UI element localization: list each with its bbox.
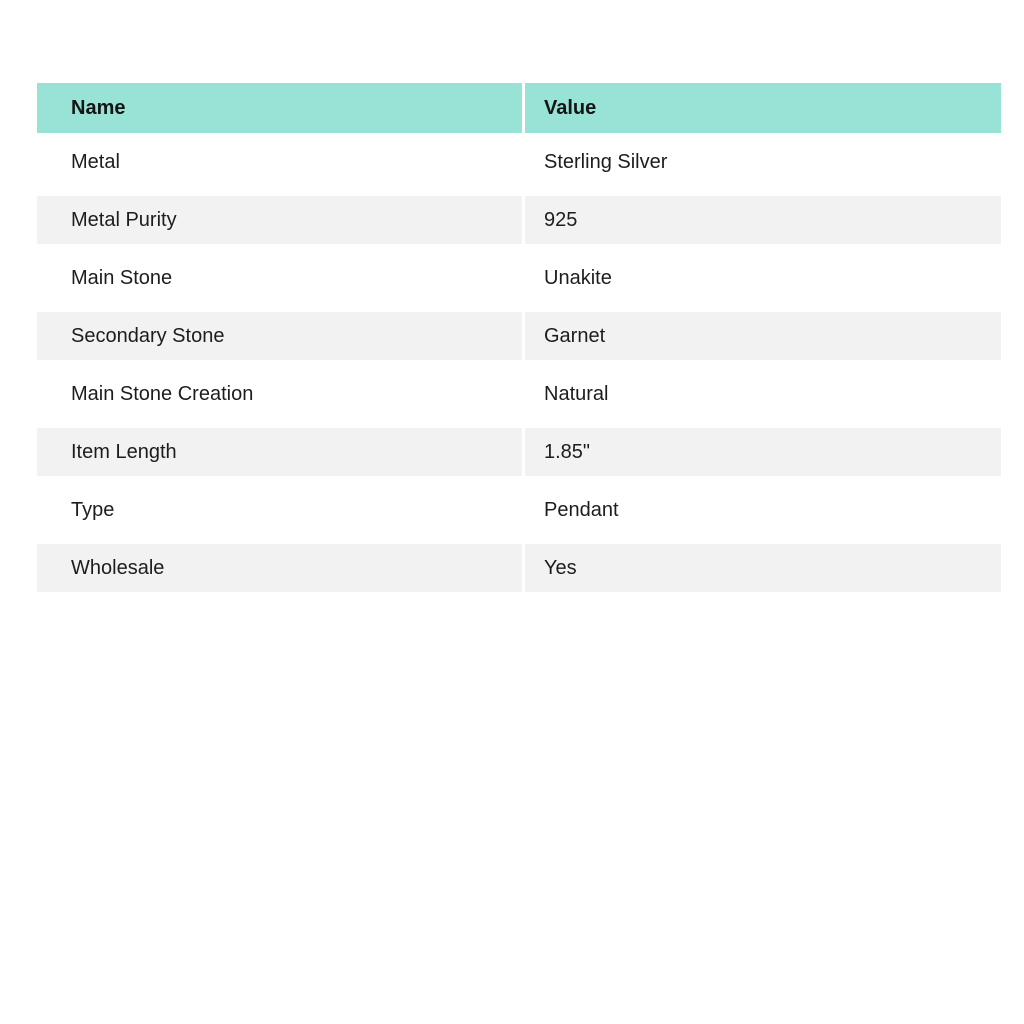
table-row (37, 365, 1001, 423)
table-row (37, 307, 1001, 365)
item-specifics-table (37, 83, 1001, 597)
row-name-cell: Main Stone Creation (71, 382, 254, 405)
row-value-cell: Pendant (544, 498, 619, 521)
row-value-cell: Yes (525, 544, 1001, 592)
table-row (37, 133, 1001, 191)
row-value-cell: 1.85" (525, 428, 1001, 476)
row-value-cell: Sterling Silver (544, 150, 668, 173)
row-name-cell: Secondary Stone (37, 312, 522, 360)
row-value-cell: 925 (525, 196, 1001, 244)
table-row (37, 249, 1001, 307)
table-row (37, 423, 1001, 481)
row-name-cell: Wholesale (37, 544, 522, 592)
row-name-cell: Item Length (37, 428, 522, 476)
row-name-cell: Metal Purity (37, 196, 522, 244)
table-body (37, 133, 1001, 597)
table-row (37, 539, 1001, 597)
row-name-cell: Type (71, 498, 115, 521)
row-name-cell: Metal (71, 150, 120, 173)
table-row (37, 191, 1001, 249)
row-name-cell: Main Stone (71, 266, 173, 289)
row-value-cell: Garnet (525, 312, 1001, 360)
table-row (37, 481, 1001, 539)
header-value-cell: Value (525, 83, 1001, 133)
table-header-row (37, 83, 1001, 133)
header-name-cell: Name (37, 83, 522, 133)
row-value-cell: Natural (544, 382, 609, 405)
row-value-cell: Unakite (544, 266, 612, 289)
